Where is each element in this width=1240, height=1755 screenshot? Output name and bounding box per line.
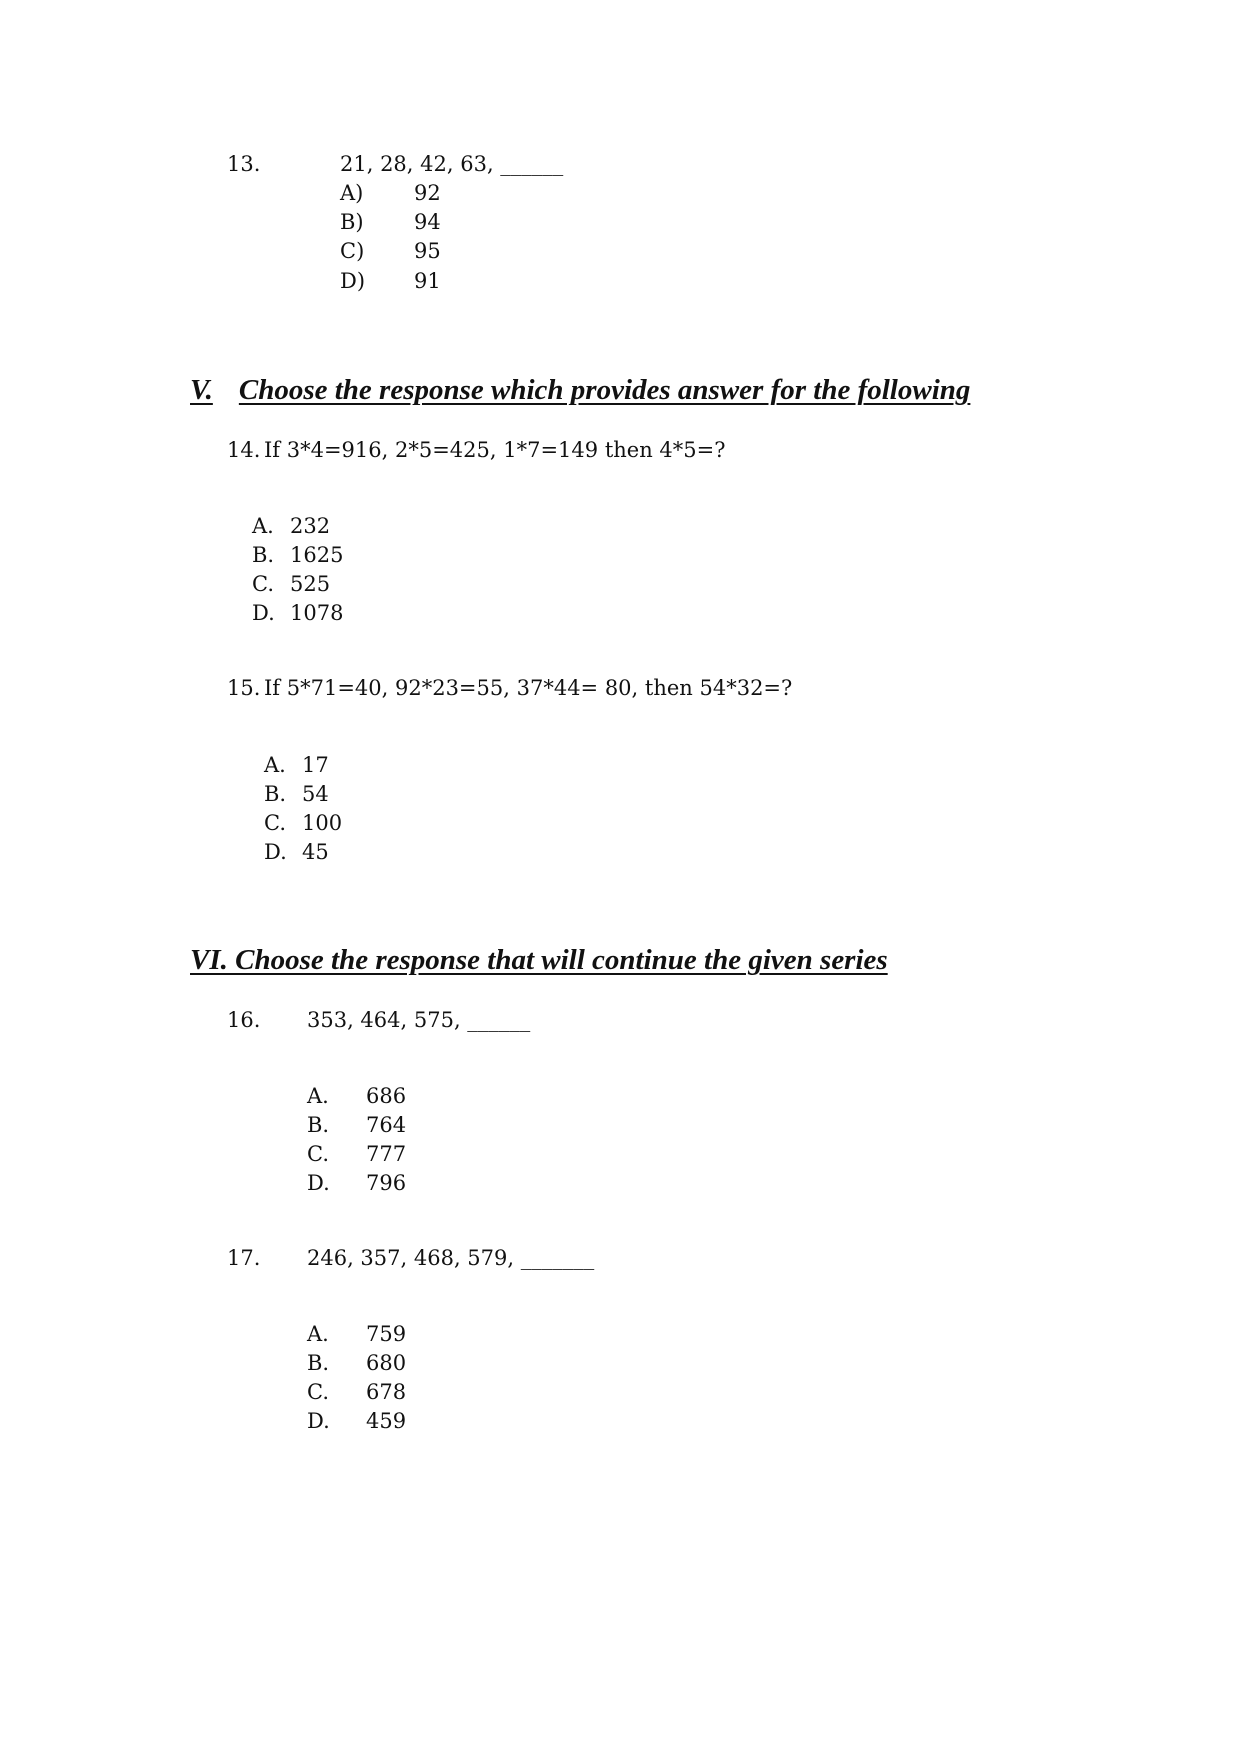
option-value: 54 <box>302 782 329 806</box>
option-value: 232 <box>290 514 331 538</box>
question-text: 21, 28, 42, 63, ______ <box>340 152 564 176</box>
section-v-title: Choose the response which provides answer for the following <box>238 374 971 406</box>
question-text: If 5*71=40, 92*23=55, 37*44= 80, then 54*32=? <box>264 676 793 700</box>
question-text: 246, 357, 468, 579, _______ <box>307 1246 595 1270</box>
option-value: 678 <box>366 1380 407 1404</box>
option-letter: C. <box>307 1142 329 1166</box>
option-letter: C. <box>252 572 274 596</box>
option-letter: D. <box>264 840 287 864</box>
question-number: 16. <box>227 1008 261 1032</box>
option-value: 45 <box>302 840 329 864</box>
option-letter: D) <box>340 269 366 293</box>
option-value: 95 <box>414 239 441 263</box>
question-text: 353, 464, 575, ______ <box>307 1008 531 1032</box>
question-number: 13. <box>227 152 261 176</box>
option-letter: D. <box>252 601 275 625</box>
option-letter: D. <box>307 1171 330 1195</box>
option-value: 764 <box>366 1113 407 1137</box>
option-value: 796 <box>366 1171 407 1195</box>
option-value: 1078 <box>290 601 344 625</box>
question-number: 15. <box>227 676 261 700</box>
option-letter: A. <box>307 1084 329 1108</box>
option-letter: A. <box>307 1322 329 1346</box>
option-value: 92 <box>414 181 441 205</box>
option-letter: B. <box>252 543 275 567</box>
option-value: 1625 <box>290 543 344 567</box>
option-letter: B. <box>307 1351 330 1375</box>
option-value: 100 <box>302 811 343 835</box>
option-letter: C) <box>340 239 365 263</box>
option-letter: A) <box>340 181 364 205</box>
option-value: 680 <box>366 1351 407 1375</box>
option-value: 459 <box>366 1409 407 1433</box>
option-value: 525 <box>290 572 331 596</box>
section-v-heading <box>190 374 970 407</box>
option-value: 686 <box>366 1084 407 1108</box>
option-value: 94 <box>414 210 441 234</box>
option-letter: A. <box>264 753 286 777</box>
option-value: 777 <box>366 1142 407 1166</box>
option-letter: B. <box>307 1113 330 1137</box>
option-letter: B) <box>340 210 364 234</box>
question-number: 17. <box>227 1246 261 1270</box>
option-value: 759 <box>366 1322 407 1346</box>
option-letter: B. <box>264 782 287 806</box>
option-letter: C. <box>307 1380 329 1404</box>
section-v-numeral: V. <box>190 374 213 406</box>
option-letter: A. <box>252 514 274 538</box>
section-vi-heading: VI. Choose the response that will continue the given series <box>190 944 888 976</box>
option-letter: D. <box>307 1409 330 1433</box>
question-text: If 3*4=916, 2*5=425, 1*7=149 then 4*5=? <box>264 438 726 462</box>
option-value: 91 <box>414 269 441 293</box>
option-letter: C. <box>264 811 286 835</box>
question-number: 14. <box>227 438 261 462</box>
option-value: 17 <box>302 753 329 777</box>
